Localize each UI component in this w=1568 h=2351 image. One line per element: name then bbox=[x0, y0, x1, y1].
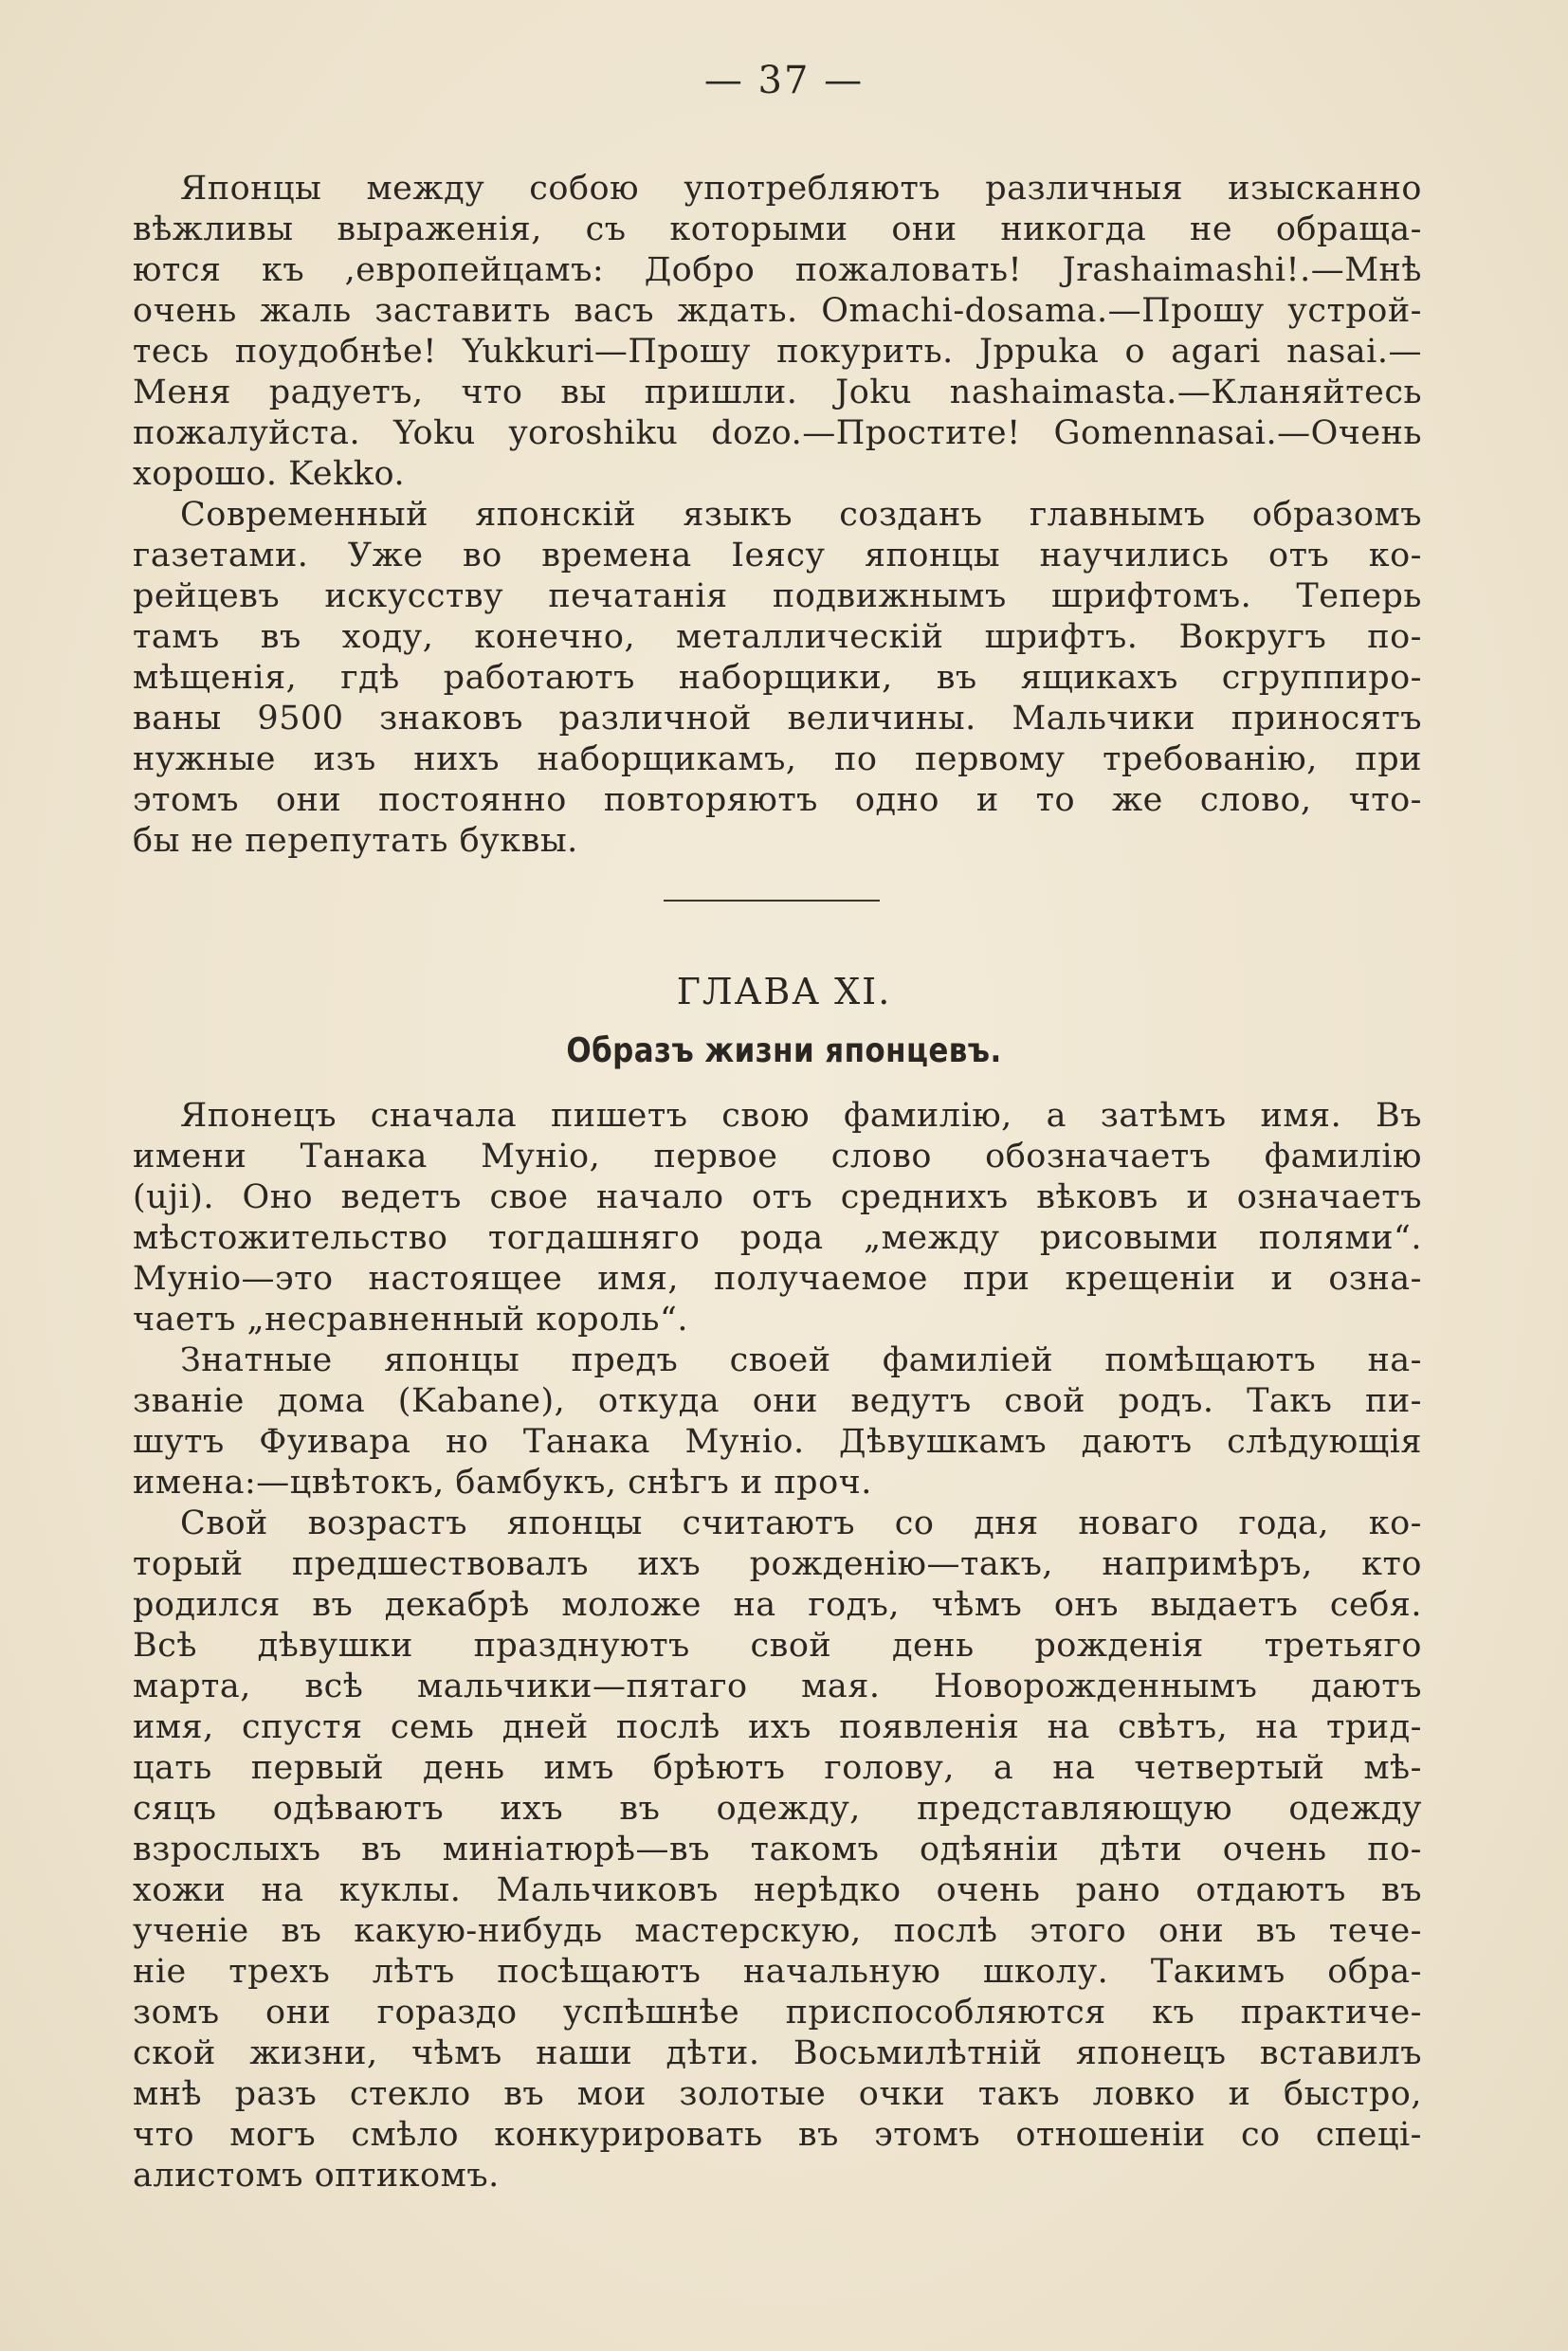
text-line: хожи на куклы. Мальчиковъ нерѣдко очень рано отдаютъ въ bbox=[133, 1871, 1422, 1909]
text-line: Японцы между собою употребляютъ различныя изысканно bbox=[180, 170, 1422, 208]
text-line: очень жаль заставить васъ ждать. Omachi-dosama.—Прошу устрой- bbox=[133, 292, 1422, 330]
text-line: родился въ декабрѣ моложе на годъ, чѣмъ онъ выдаетъ себя. bbox=[133, 1586, 1422, 1624]
text-line: взрослыхъ въ миніатюрѣ—въ такомъ одѣяніи дѣти очень по- bbox=[133, 1831, 1422, 1868]
paragraph-block-chapter bbox=[133, 1096, 1422, 2196]
text-line: Японецъ сначала пишетъ свою фамилію, а затѣмъ имя. Въ bbox=[180, 1097, 1422, 1135]
text-line: мѣстожительство тогдашняго рода „между рисовыми полями“. bbox=[133, 1219, 1422, 1257]
text-line: тесь поудобнѣе! Yukkuri—Прошу покурить. Jppuka o agari nasai.— bbox=[133, 333, 1422, 371]
chapter-subtitle: Образъ жизни японцевъ. bbox=[566, 1031, 1002, 1070]
text-line: зомъ они гораздо успѣшнѣе приспособляются къ практиче- bbox=[133, 1994, 1422, 2032]
text-line: цать первый день имъ брѣютъ голову, а на четвертый мѣ- bbox=[133, 1749, 1422, 1787]
text-line: Свой возрастъ японцы считаютъ со дня новаго года, ко- bbox=[180, 1504, 1422, 1542]
text-line: Всѣ дѣвушки празднуютъ свой день рожденія третьяго bbox=[133, 1627, 1422, 1665]
text-line: ются къ ,европейцамъ: Добро пожаловать! Jrashaimashi!.—Мнѣ bbox=[133, 251, 1422, 289]
text-line: Знатные японцы предъ своей фамиліей помѣщаютъ на- bbox=[180, 1341, 1422, 1379]
text-line: Современный японскій языкъ созданъ главнымъ образомъ bbox=[180, 496, 1422, 534]
paragraph-block-intro bbox=[133, 169, 1422, 862]
text-line: званіе дома (Kabane), откуда они ведутъ свой родъ. Такъ пи- bbox=[133, 1382, 1422, 1420]
section-divider bbox=[664, 900, 880, 902]
text-line: имена:—цвѣтокъ, бамбукъ, снѣгъ и проч. bbox=[133, 1464, 872, 1502]
text-line: мѣщенія, гдѣ работаютъ наборщики, въ ящикахъ сгруппиро- bbox=[133, 659, 1422, 697]
text-line: что могъ смѣло конкурировать въ этомъ отношеніи со спеці- bbox=[133, 2116, 1422, 2154]
text-line: ваны 9500 знаковъ различной величины. Мальчики приносятъ bbox=[133, 700, 1422, 738]
text-line: рейцевъ искусству печатанія подвижнымъ шрифтомъ. Теперь bbox=[133, 577, 1422, 615]
text-line: вѣжливы выраженія, съ которыми они никогда не обраща- bbox=[133, 210, 1422, 248]
text-line: торый предшествовалъ ихъ рожденію—такъ, напримѣръ, кто bbox=[133, 1545, 1422, 1583]
chapter-title: ГЛАВА XI. bbox=[676, 971, 892, 1012]
text-line: газетами. Уже во времена Іеясу японцы научились отъ ко- bbox=[133, 537, 1422, 574]
text-line: тамъ въ ходу, конечно, металлическій шрифтъ. Вокругъ по- bbox=[133, 618, 1422, 656]
text-line: нужные изъ нихъ наборщикамъ, по первому требованію, при bbox=[133, 740, 1422, 778]
text-line: пожалуйста. Yoku yoroshiku dozo.—Простите! Gomennasai.—Очень bbox=[133, 414, 1422, 452]
text-line: алистомъ оптикомъ. bbox=[133, 2157, 500, 2195]
text-line: чаетъ „несравненный король“. bbox=[133, 1301, 688, 1339]
text-line: ученіе въ какую-нибудь мастерскую, послѣ этого они въ тече- bbox=[133, 1912, 1422, 1950]
text-line: этомъ они постоянно повторяютъ одно и то же слово, что- bbox=[133, 781, 1422, 819]
text-line: Меня радуетъ, что вы пришли. Joku nashaimasta.—Кланяйтесь bbox=[133, 374, 1422, 411]
text-line: ніе трехъ лѣтъ посѣщаютъ начальную школу. Такимъ обра- bbox=[133, 1953, 1422, 1991]
text-line: мнѣ разъ стекло въ мои золотые очки такъ ловко и быстро, bbox=[133, 2075, 1422, 2113]
text-line: Муніо—это настоящее имя, получаемое при крещеніи и озна- bbox=[133, 1260, 1422, 1298]
text-line: бы не перепутать буквы. bbox=[133, 822, 578, 860]
text-line: шутъ Фуивара но Танака Муніо. Дѣвушкамъ даютъ слѣдующія bbox=[133, 1423, 1422, 1461]
text-line: марта, всѣ мальчики—пятаго мая. Новорожденнымъ даютъ bbox=[133, 1668, 1422, 1705]
text-line: хорошо. Kekko. bbox=[133, 455, 406, 493]
text-line: имени Танака Муніо, первое слово обозначаетъ фамилію bbox=[133, 1138, 1422, 1176]
text-line: ской жизни, чѣмъ наши дѣти. Восьмилѣтній японецъ вставилъ bbox=[133, 2034, 1422, 2072]
text-line: (uji). Оно ведетъ свое начало отъ среднихъ вѣковъ и означаетъ bbox=[133, 1178, 1422, 1216]
page-number: — 37 — bbox=[703, 59, 865, 102]
text-line: сяцъ одѣваютъ ихъ въ одежду, представляющую одежду bbox=[133, 1790, 1422, 1828]
text-line: имя, спустя семь дней послѣ ихъ появленія на свѣтъ, на трид- bbox=[133, 1708, 1422, 1746]
